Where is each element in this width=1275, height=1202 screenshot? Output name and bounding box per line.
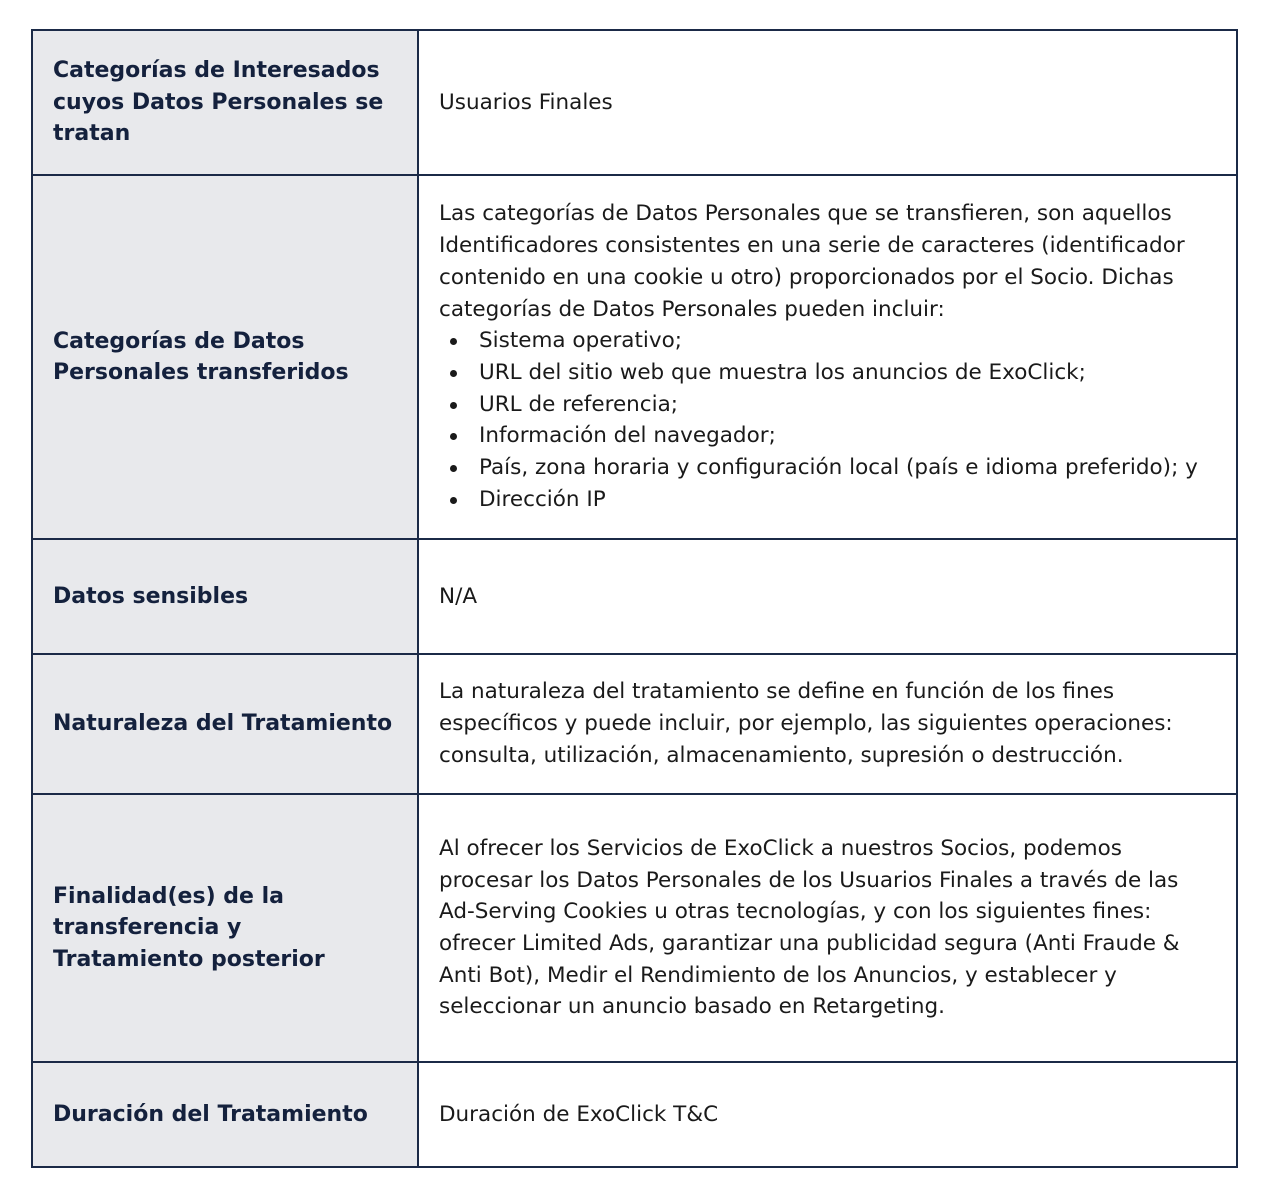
table-row-processing-nature bbox=[32, 654, 1237, 794]
table-row-data-subjects bbox=[32, 30, 1237, 175]
list-item: Dirección IP bbox=[479, 484, 1216, 516]
row-value: La naturaleza del tratamiento se define en función de los fines específicos y puede incluir, por ejemplo, las siguientes operaciones: consulta, utilización, almacenamiento, supresión o destrucción. bbox=[418, 654, 1237, 794]
table-row-duration bbox=[32, 1062, 1237, 1167]
list-item: Información del navegador; bbox=[479, 420, 1216, 452]
row-label: Datos sensibles bbox=[32, 539, 418, 654]
row-label: Finalidad(es) de la transferencia y Tratamiento posterior bbox=[32, 794, 418, 1062]
list-item: URL del sitio web que muestra los anuncios de ExoClick; bbox=[479, 357, 1216, 389]
row-label: Categorías de Datos Personales transferidos bbox=[32, 175, 418, 539]
processing-details-table bbox=[31, 29, 1238, 1168]
row-label: Naturaleza del Tratamiento bbox=[32, 654, 418, 794]
row-value-cell bbox=[418, 175, 1237, 539]
row-label: Categorías de Interesados cuyos Datos Personales se tratan bbox=[32, 30, 418, 175]
data-categories-list bbox=[439, 325, 1216, 515]
row-value-intro: Las categorías de Datos Personales que se transfieren, son aquellos Identificadores consistentes en una serie de caracteres (identificador contenido en una cookie u otro) proporcionados por el Socio. Dichas categorías de Datos Personales pueden incluir: bbox=[439, 201, 1185, 322]
row-value: Duración de ExoClick T&C bbox=[418, 1062, 1237, 1167]
list-item: Sistema operativo; bbox=[479, 325, 1216, 357]
row-value: Usuarios Finales bbox=[418, 30, 1237, 175]
row-label: Duración del Tratamiento bbox=[32, 1062, 418, 1167]
list-item: País, zona horaria y configuración local (país e idioma preferido); y bbox=[479, 452, 1216, 484]
table-row-data-categories bbox=[32, 175, 1237, 539]
row-value: N/A bbox=[418, 539, 1237, 654]
list-item: URL de referencia; bbox=[479, 389, 1216, 421]
row-value: Al ofrecer los Servicios de ExoClick a nuestros Socios, podemos procesar los Datos Personales de los Usuarios Finales a través de las Ad-Serving Cookies u otras tecnologías, y con los siguientes fines: ofrecer Limited Ads, garantizar una publicidad segura (Anti Fraude & Anti Bot), Medir el Rendimiento de los Anuncios, y establecer y seleccionar un anuncio basado en Retargeting. bbox=[418, 794, 1237, 1062]
table-row-purposes bbox=[32, 794, 1237, 1062]
table-row-sensitive-data bbox=[32, 539, 1237, 654]
